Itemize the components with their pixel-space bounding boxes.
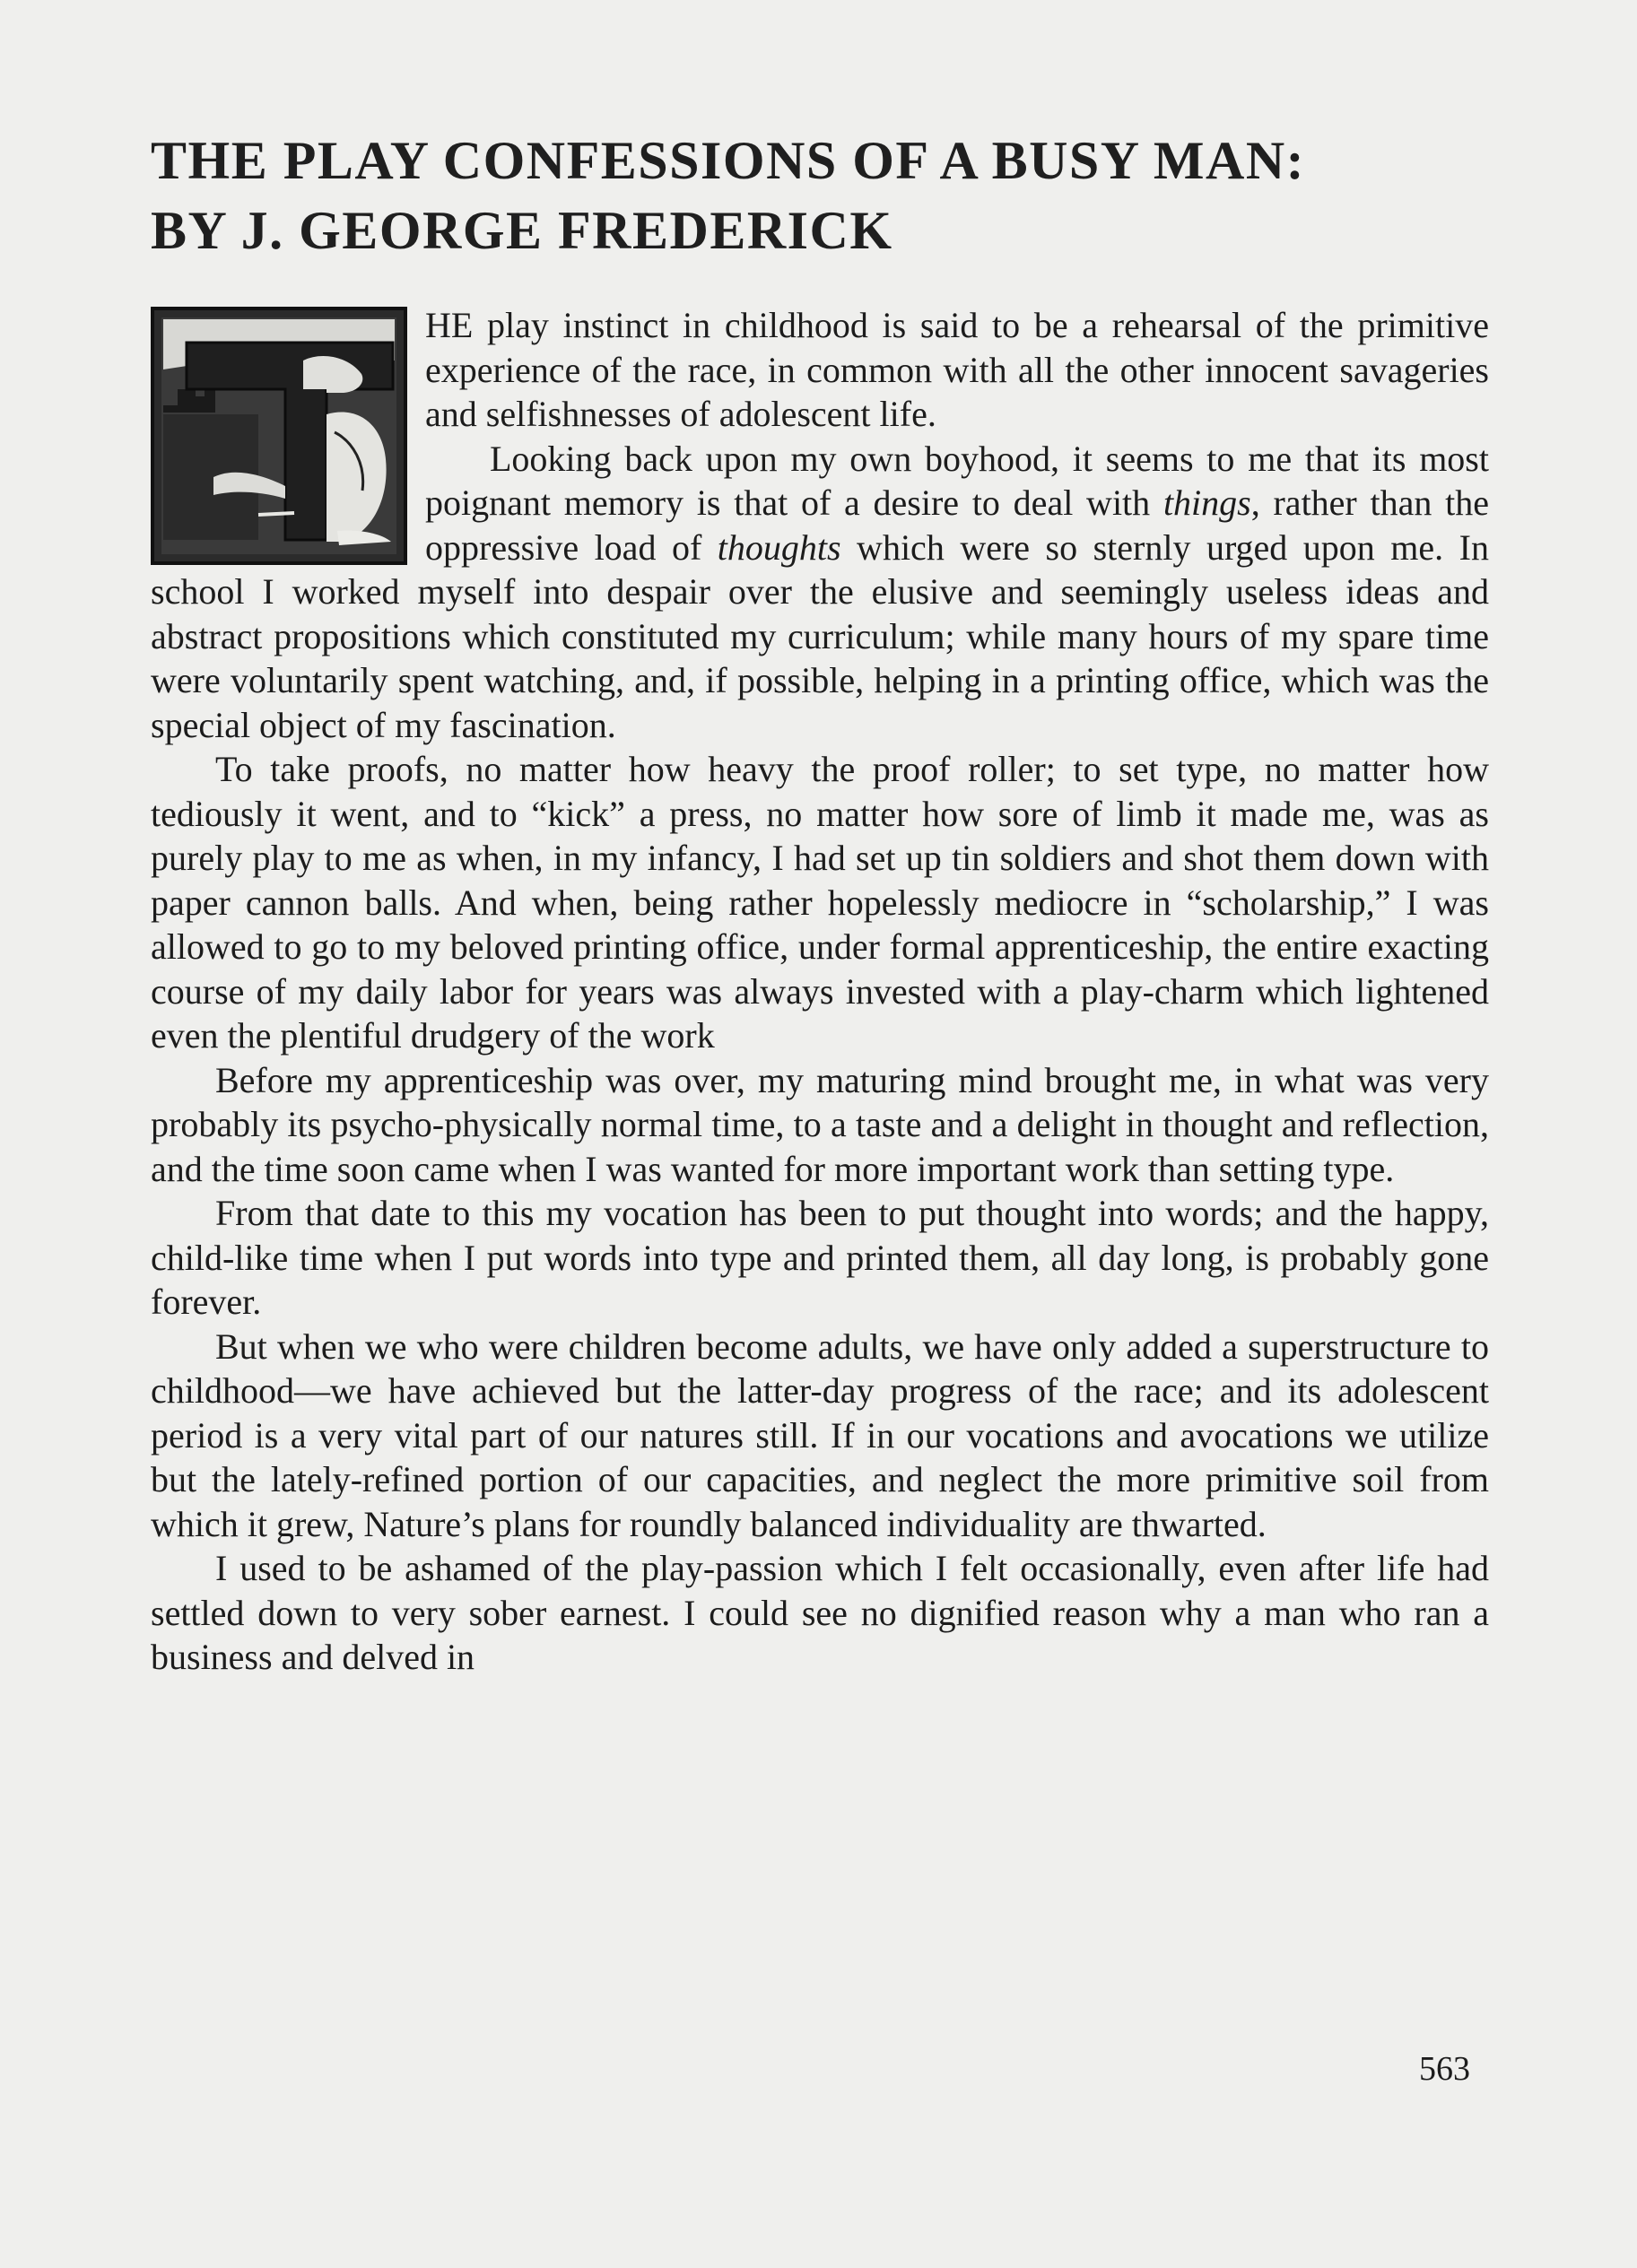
article-title-line-2: BY J. GEORGE FREDERICK (151, 201, 893, 260)
paragraph-3: To take proofs, no matter how heavy the proof roller; to set type, no matter how tediously it went, and to “kick” a press, no matter how sore of limb it made me, was as purely play to me as when, in my infancy, I had set up tin soldiers and shot them down with paper cannon balls. And when, being rather hopelessly mediocre in “scholarship,” I was allowed to go to my beloved printing office, under formal apprenticeship, the entire exacting course of my daily labor for years was always invested with a play-charm which lightened even the plentiful drudgery of the work (151, 749, 1489, 1056)
paragraph-2-text-c: which were so sternly urged upon me. In school I worked myself into despair over the elusive and seemingly useless ideas and abstract propositions which constituted my curriculum; while many hours of my spare time were voluntarily spent watching, and, if possible, helping in a printing office, which was the special object of my fascination. (151, 526, 1489, 745)
article (151, 126, 1489, 1680)
paragraph-6: But when we who were children become adults, we have only added a superstructure to childhood—we have achieved but the latter-day progress of the race; and its adolescent period is a very vital part of our natures still. If in our vocations and avocations we utilize but the lately-refined portion of our capacities, and neglect the more primitive soil from which it grew, Nature’s plans for roundly balanced individuality are thwarted. (151, 1325, 1489, 1544)
paragraph-4: Before my apprenticeship was over, my maturing mind brought me, in what was very probably its psycho-physically normal time, to a taste and a delight in thought and reflection, and the time soon came when I was wanted for more important work than setting type. (151, 1059, 1489, 1189)
paragraph-1 (151, 303, 1489, 437)
paragraph-5: From that date to this my vocation has been to put thought into words; and the happy, child-like time when I put words into type and printed them, all day long, is probably gone forever. (151, 1193, 1489, 1322)
article-title-line-1: THE PLAY CONFESSIONS OF A BUSY MAN: (151, 131, 1306, 190)
paragraph-2-emphasis-things: things (1162, 482, 1251, 523)
paragraph-2-text-a: Looking back upon my own boyhood, it seems to me that its most poignant memory is that of a desire to deal with (425, 438, 1489, 523)
paragraph-1-text: HE play instinct in childhood is said to be a rehearsal of the primitive experience of the race, in common with all the other innocent savageries and selfishnesses of adolescent life. (425, 305, 1489, 434)
dropcap-woodcut-image (151, 307, 407, 565)
paragraph-7: I used to be ashamed of the play-passion which I felt occasionally, even after life had settled down to very sober earnest. I could see no dignified reason why a man who ran a business and delved in (151, 1548, 1489, 1677)
paragraph-2-emphasis-thoughts: thoughts (717, 526, 841, 568)
paragraph-2-text-b: , rather than the oppressive load of (425, 482, 1489, 568)
dropcap-illustration (151, 307, 407, 565)
article-body (151, 303, 1489, 1680)
page-number: 563 (1419, 2050, 1470, 2088)
